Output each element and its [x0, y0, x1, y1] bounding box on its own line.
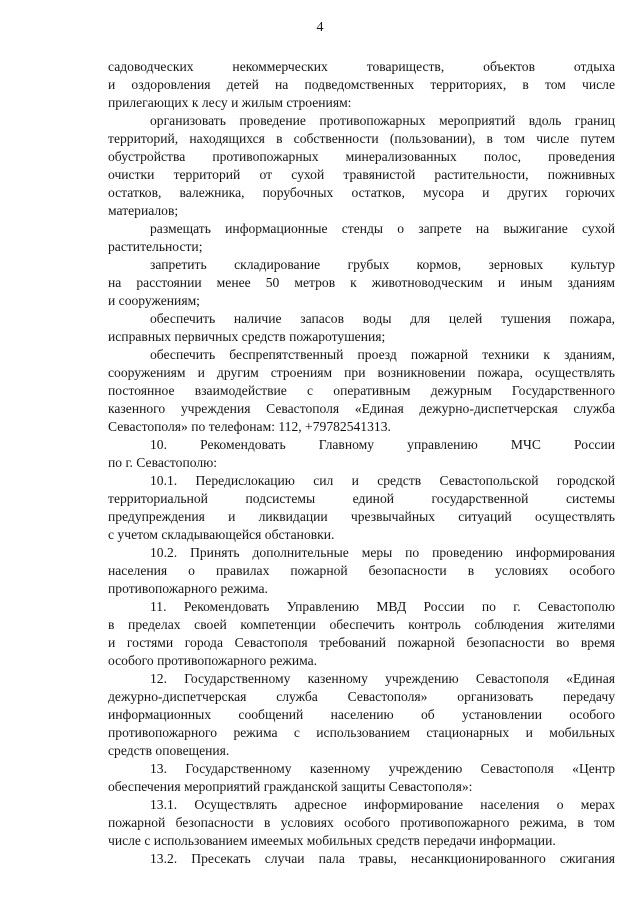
page-number: 4	[316, 20, 324, 35]
text-line: материалов;	[108, 203, 179, 218]
text-line: и гостями города Севастополя требований пожарной безопасности во время	[108, 635, 615, 650]
document-body	[108, 58, 615, 868]
text-line: 13.2. Пресекать случаи пала травы, несанкционированного сжигания	[150, 851, 615, 866]
text-line: с учетом складывающейся обстановки.	[108, 527, 335, 542]
text-line: 10. Рекомендовать Главному управлению МЧС России	[150, 437, 615, 452]
text-line: особого противопожарного режима.	[108, 653, 318, 668]
text-line: 12. Государственному казенному учреждению Севастополя «Единая	[150, 671, 615, 686]
text-line: прилегающих к лесу и жилым строениям:	[108, 95, 352, 110]
text-line: на расстоянии менее 50 метров к животноводческим и иным зданиям	[108, 275, 615, 290]
text-line: предупреждения и ликвидации чрезвычайных ситуаций осуществлять	[108, 509, 615, 524]
text-line: остатков, валежника, порубочных остатков, мусора и других горючих	[108, 185, 615, 200]
text-line: 13.1. Осуществлять адресное информирование населения о мерах	[150, 797, 615, 812]
text-line: растительности;	[108, 239, 203, 254]
text-line: и оздоровления детей на подведомственных территориях, в том числе	[108, 77, 615, 92]
text-line: запретить складирование грубых кормов, зерновых культур	[150, 257, 615, 272]
text-line: населения о правилах пожарной безопасности в условиях особого	[108, 563, 615, 578]
text-line: информационных сообщений населению об установлении особого	[108, 707, 615, 722]
text-line: противопожарного режима с использованием стационарных и мобильных	[108, 725, 615, 740]
text-line: дежурно-диспетчерская служба Севастополя» организовать передачу	[108, 689, 615, 704]
text-line: территориальной подсистемы единой государственной системы	[108, 491, 615, 506]
text-line: сооружениям и другим строениям при возникновении пожара, осуществлять	[108, 365, 615, 380]
text-line: 11. Рекомендовать Управлению МВД России по г. Севастополю	[150, 599, 615, 614]
text-line: пожарной безопасности в условиях особого противопожарного режима, в том	[108, 815, 615, 830]
text-line: казенного учреждения Севастополя «Единая дежурно-диспетчерская служба	[108, 401, 615, 416]
text-line: обустройства противопожарных минерализованных полос, проведения	[108, 149, 615, 164]
text-line: обеспечения мероприятий гражданской защиты Севастополя»:	[108, 779, 473, 794]
text-line: 10.1. Передислокацию сил и средств Севастопольской городской	[150, 473, 615, 488]
text-line: и сооружениям;	[108, 293, 200, 308]
text-line: числе с использованием имеемых мобильных средств передачи информации.	[108, 833, 556, 848]
text-line: обеспечить беспрепятственный проезд пожарной техники к зданиям,	[150, 347, 615, 362]
text-line: размещать информационные стенды о запрете на выжигание сухой	[150, 221, 615, 236]
text-line: 10.2. Принять дополнительные меры по проведению информирования	[150, 545, 615, 560]
text-line: в пределах своей компетенции обеспечить контроль соблюдения жителями	[108, 617, 615, 632]
text-line: исправных первичных средств пожаротушения;	[108, 329, 386, 344]
text-line: очистки территорий от сухой травянистой растительности, пожнивных	[108, 167, 615, 182]
text-line: по г. Севастополю:	[108, 455, 218, 470]
text-line: садоводческих некоммерческих товариществ, объектов отдыха	[108, 59, 615, 74]
text-line: территорий, находящихся в собственности (пользовании), в том числе путем	[108, 131, 615, 146]
text-line: противопожарного режима.	[108, 581, 268, 596]
text-line: обеспечить наличие запасов воды для целей тушения пожара,	[150, 311, 615, 326]
text-line: организовать проведение противопожарных мероприятий вдоль границ	[150, 113, 615, 128]
text-line: Севастополя» по телефонам: 112, +79782541313.	[108, 419, 391, 434]
text-line: средств оповещения.	[108, 743, 230, 758]
text-line: 13. Государственному казенному учреждению Севастополя «Центр	[150, 761, 615, 776]
text-line: постоянное взаимодействие с оперативным дежурным Государственного	[108, 383, 615, 398]
